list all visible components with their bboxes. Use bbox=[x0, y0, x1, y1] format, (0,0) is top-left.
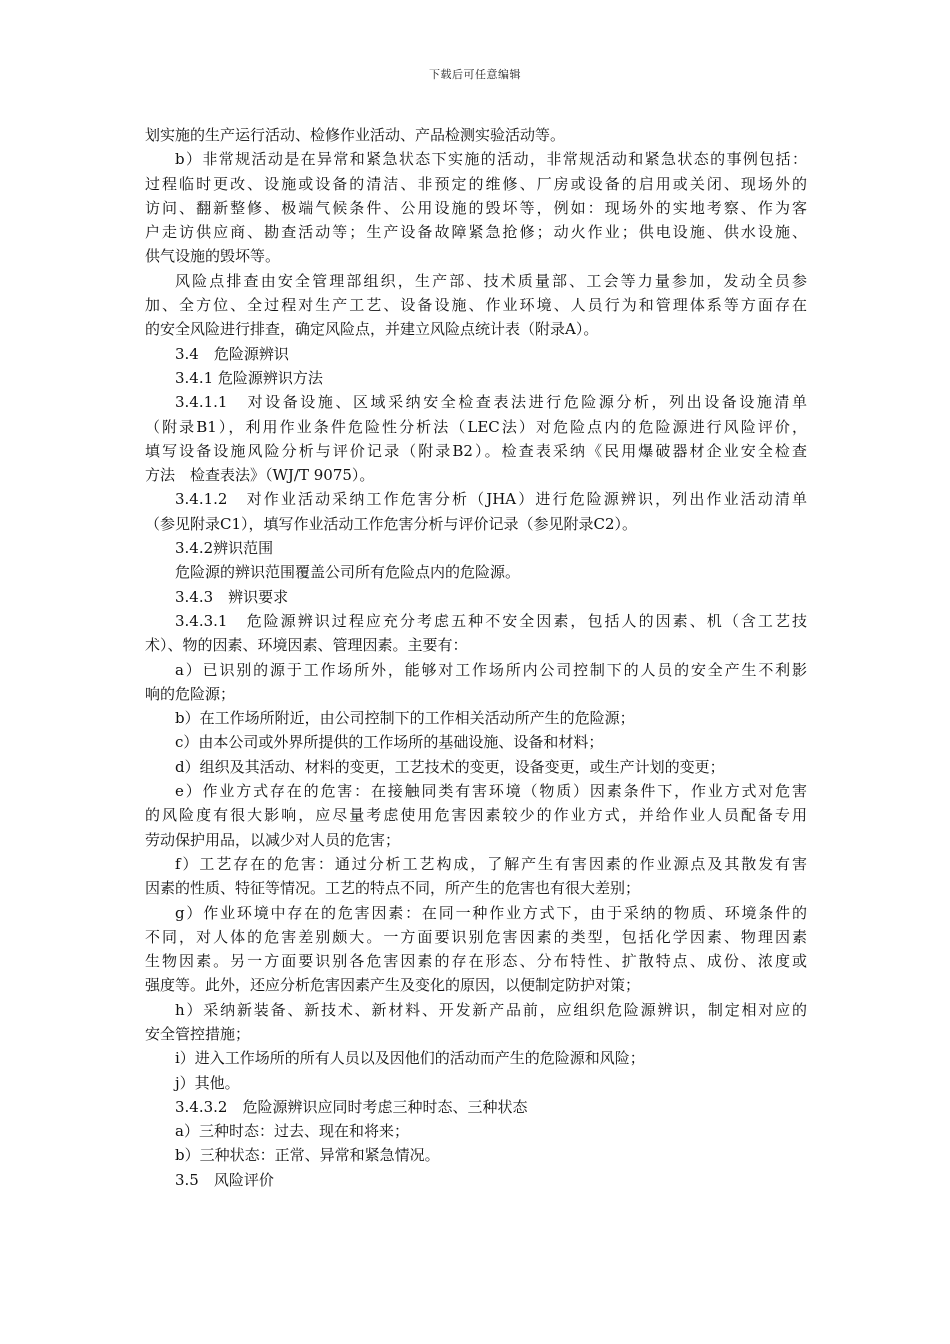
text-line: 方法 检查表法》（WJ/T 9075）。 bbox=[145, 466, 375, 485]
text-line: 3.4.1.1 对设备设施、区域采纳安全检查表法进行危险源分析，列出设备设施清单 bbox=[175, 393, 807, 412]
text-line: 3.4.1 危险源辨识方法 bbox=[175, 368, 323, 387]
text-line: 的安全风险进行排查，确定风险点，并建立风险点统计表（附录A）。 bbox=[145, 320, 599, 339]
text-line: i）进入工作场所的所有人员以及因他们的活动而产生的危险源和风险； bbox=[175, 1049, 645, 1068]
text-line: 安全管控措施； bbox=[145, 1024, 251, 1043]
text-line: 划实施的生产运行活动、检修作业活动、产品检测实验活动等。 bbox=[145, 126, 566, 144]
text-line: 响的危险源； bbox=[145, 684, 236, 703]
text-line: e）作业方式存在的危害：在接触同类有害环境（物质）因素条件下，作业方式对危害 bbox=[175, 782, 807, 801]
text-line: 供气设施的毁坏等。 bbox=[145, 247, 281, 266]
text-line: 术）、物的因素、环境因素、管理因素。主要有： bbox=[145, 636, 468, 655]
text-line: h）采纳新装备、新技术、新材料、开发新产品前，应组织危险源辨识，制定相对应的 bbox=[175, 1000, 807, 1019]
text-line: 过程临时更改、设施或设备的清洁、非预定的维修、厂房或设备的启用或关闭、现场外的 bbox=[145, 174, 807, 193]
text-line: b）三种状态：正常、异常和紧急情况。 bbox=[175, 1146, 440, 1165]
page-header: 下载后可任意编辑 bbox=[429, 68, 521, 81]
text-line: 生物因素。另一方面要识别各危害因素的存在形态、分布特性、扩散特点、成份、浓度或 bbox=[145, 952, 807, 971]
text-line: 危险源的辨识范围覆盖公司所有危险点内的危险源。 bbox=[175, 563, 521, 582]
text-line: a）三种时态：过去、现在和将来； bbox=[175, 1122, 409, 1141]
text-line: 3.4.3 辨识要求 bbox=[175, 587, 289, 606]
text-line: 3.4.1.2 对作业活动采纳工作危害分析（JHA）进行危险源辨识，列出作业活动清单 bbox=[175, 490, 807, 509]
text-line: 风险点排查由安全管理部组织，生产部、技术质量部、工会等力量参加，发动全员参 bbox=[175, 271, 807, 290]
document-body bbox=[145, 123, 807, 1192]
text-line: f）工艺存在的危害：通过分析工艺构成，了解产生有害因素的作业源点及其散发有害 bbox=[175, 854, 807, 873]
text-line: 不同，对人体的危害差别颇大。一方面要识别危害因素的类型，包括化学因素、物理因素 bbox=[145, 927, 807, 946]
text-line: 加、全方位、全过程对生产工艺、设备设施、作业环境、人员行为和管理体系等方面存在 bbox=[145, 296, 807, 315]
text-line: 3.4.3.1 危险源辨识过程应充分考虑五种不安全因素，包括人的因素、机（含工艺技 bbox=[175, 611, 807, 630]
text-line: 3.4.2辨识范围 bbox=[175, 539, 274, 558]
text-line: （附录B1），利用作业条件危险性分析法（LEC法）对危险点内的危险源进行风险评价， bbox=[145, 417, 807, 436]
text-line: b）在工作场所附近，由公司控制下的工作相关活动所产生的危险源； bbox=[175, 709, 635, 728]
text-line: 3.5 风险评价 bbox=[175, 1170, 274, 1189]
text-line: a）已识别的源于工作场所外，能够对工作场所内公司控制下的人员的安全产生不利影 bbox=[175, 660, 807, 679]
text-line: 填写设备设施风险分析与评价记录（附录B2）。检查表采纳《民用爆破器材企业安全检查 bbox=[145, 441, 807, 460]
text-line: j）其他。 bbox=[175, 1073, 240, 1092]
text-line: g）作业环境中存在的危害因素：在同一种作业方式下，由于采纳的物质、环境条件的 bbox=[175, 903, 807, 922]
text-line: 因素的性质、特征等情况。工艺的特点不同，所产生的危害也有很大差别； bbox=[145, 879, 641, 898]
text-line: 访问、翻新整修、极端气候条件、公用设施的毁坏等，例如：现场外的实地考察、作为客 bbox=[145, 198, 807, 217]
text-line: 户走访供应商、勘查活动等；生产设备故障紧急抢修；动火作业；供电设施、供水设施、 bbox=[145, 223, 807, 242]
text-line: 的风险度有很大影响，应尽量考虑使用危害因素较少的作业方式，并给作业人员配备专用 bbox=[145, 806, 807, 825]
text-line: d）组织及其活动、材料的变更，工艺技术的变更，设备变更，或生产计划的变更； bbox=[175, 757, 725, 776]
text-line: 3.4 危险源辨识 bbox=[175, 344, 289, 363]
text-line: c）由本公司或外界所提供的工作场所的基础设施、设备和材料； bbox=[175, 733, 604, 752]
text-line: b）非常规活动是在异常和紧急状态下实施的活动，非常规活动和紧急状态的事例包括： bbox=[175, 150, 807, 169]
text-line: （参见附录C1），填写作业活动工作危害分析与评价记录（参见附录C2）。 bbox=[145, 514, 638, 533]
text-line: 3.4.3.2 危险源辨识应同时考虑三种时态、三种状态 bbox=[175, 1097, 528, 1116]
text-line: 劳动保护用品，以减少对人员的危害； bbox=[145, 830, 401, 849]
text-line: 强度等。此外，还应分析危害因素产生及变化的原因，以便制定防护对策； bbox=[145, 976, 641, 995]
